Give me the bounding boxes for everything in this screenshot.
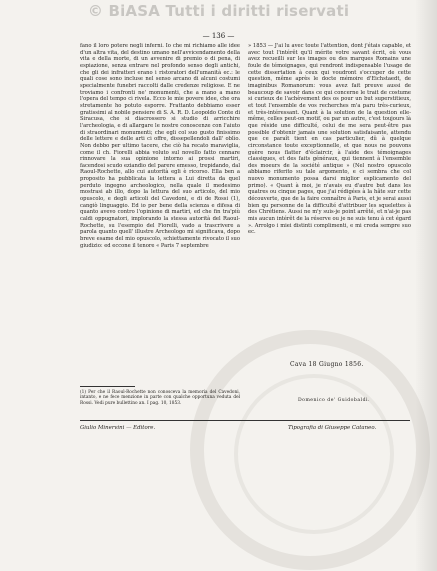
author-signature: Domenico de' Guidobaldi. [298, 398, 370, 403]
page-number: — 136 — [202, 32, 235, 40]
left-column-text: fano il loro potere negli inferni. Io che mi richiamo alle idee d'un altra vita, del destino umano nell'avvicendamento della vita e della morte, di un avvenire di premio o di pena, di espiazione, senza entrare nel profondo senso degli antichi, che gli dei infratteri erano i ristoratori dell'umanità ec.: le quali cose sono incluse nel senso arcano di alcuni costumi specialmente funebri raccolti dalle credenze religiose. E ne troviamo i confronti ne' monumenti, che a mano a mano l'opera del tempo ci rivela. Ecco le mie povere idee, che ora stretamente ho potuto esporre. Frattanto debbiamo esser gratissimi al nobile pensiere di S. A. R. D. Leopoldo Conte di Siracusa, che si diacrossero si studio di arricchire l'archeologia, e di allargare le nostre conoscenze con l'aiuto di straordinari monumenti; che egli col suo gusto finissimo delle lettere e delle arti ci offre, dissepellendoli dall' oblìo. Non debbo per ultimo tacere, che ciò ha recato maraviglia, come il ch. Fiorelli abbia voluto sul novello fatto cennare rinnovare la sua opinione intorno ai prossi martiri, facendosi scudo eziandio del parere emesso, trepidando, dal Raoul-Rochette, allo cui autorità egli è ricorso. Ella ben a proposito ha pubblicata la lettera a Lui diretta da quel perduto ingegno archeologico, nella quale il medesimo mostrasi ab illo, dopo la lettura del suo articolo, del mio opuscolo, e degli articoli del Cavedoni, e di de Rossi (1), cangiò linguaggio. Ed io per bene della scienza e difesa di quanto avevo contro l'opinione di martiri, ed che fin tra'più caldi oppugnatori, implorando la stessa autorità del Raoul-Rochette, su l'esempio del Fiorelli, vado a trascrivere a parola quanto quell' illustre Archeologo mi significava, dopo breve esame del mio opuscolo, schiettamente rivocato il suo giudizio: ed eccone il tenore « Paris 7 septembre [80, 43, 240, 249]
page-edge-shadow [415, 0, 437, 571]
footnote: (1) Per che il Raoul-Rochette non conosceva la memoria del Cavedoni, intanto, e ne fece menzione in parte con qualche opportuna veduta del Rossi. Vedi pure bullettino an. I pag. 10, 1853. [80, 390, 240, 406]
left-column [80, 43, 240, 249]
printer-credit: Tipografia di Giuseppe Cataneo. [288, 425, 377, 431]
right-column [248, 43, 411, 236]
footnote-divider [80, 386, 135, 387]
publisher-credit: Giulio Minervini — Editore. [80, 425, 156, 431]
dateline: Cava 18 Giugno 1856. [290, 361, 364, 368]
bottom-divider [80, 420, 410, 421]
right-column-text: » 1853 — J'ai lu avec toute l'attention, dont j'étais capable, et avec tout l'intérêt qu'il mérite votre savant écrit, où vous avez recueilli sur les images ou des marques Romains une foule de témoignages, qui rendront indispensable l'usage de cette dissertation à ceux qui voudront s'occuper de cette question, même après le docte mémoire d'Eichstaedt, de imaginibus Romanorum: vous avez fait preuve aussi de beaucoup de savoir dans ce qui concerne le trait de costume si curieux de l'achèvement des os pour un but superstitieux, et tout l'ensemble de vos recherches m'a paru très-curieux, et très-intéressant. Quant à la solution de la question elle-même, celles peut-on motif, ou par un autre, c'est toujours là que réside une difficulté, celui de me sera peut-être pas possible d'obtenir jamais une solution satisfaisante, attendu que ce paraît tient en cas particulier, dû à quelque circonstance toute exceptionnelle, et que nous ne pouvons guère nous flatter d'éclaircir, à l'aide des témoignages classiques, et des faits généraux, qui tiennent à l'ensemble des moeurs de la société antique » (Nel nostro opuscolo abbiamo riferito su tale argomento, e ci sembra che col nuovo monumento possa darsi miglior esplicamento del primo). « Quant à moi, je n'avais eu d'autre but dans les quatres ou cinque pages, que j'ai rédigées à la hâte sur cette découverte, que de la faire connaître à Paris, et je serai aussi bien qu personne de la difficulté d'attribuer les squelettes à des Chrétiens. Aussi ne m'y suis-je point arrêté, et n'ai-je pas mis aucun intérêt de la réserve ou je ne suis tenu à cet égard ». Arrolgo i miei distinti complimenti, e mi creda sempre suo ec. [248, 43, 411, 236]
watermark-text: © BiASA Tutti i diritti riservati [87, 2, 350, 20]
